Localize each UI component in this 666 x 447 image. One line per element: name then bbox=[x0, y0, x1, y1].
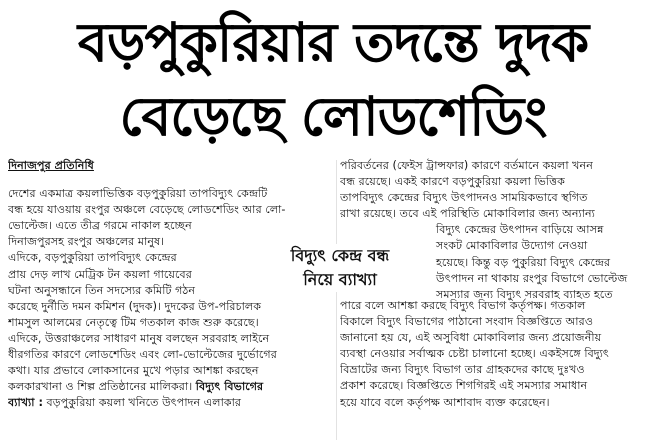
subhead-label: ব্যাখ্যা : bbox=[8, 396, 43, 410]
body-line: বন্ধ রয়েছে। একই কারণে বড়পুকুরিয়া কয়লা ভিত্তিক bbox=[340, 175, 565, 189]
headline-line-1: বড়পুকুরিয়ার তদন্তে দুদক bbox=[77, 11, 589, 74]
body-line bbox=[8, 395, 332, 411]
body-line-text: কলকারখানা ও শিল্প প্রতিষ্ঠানের মালিকরা। bbox=[8, 380, 193, 394]
body-line: ঘটনা অনুসন্ধানে তিন সদস্যের কমিটি গঠন bbox=[8, 283, 196, 297]
body-line: জানানো হয় যে, এই অসুবিধা মোকাবিলার জন্য প্রয়োজনীয় bbox=[340, 331, 602, 345]
body-line: হয়ে যাবে বলে কর্তৃপক্ষ আশাবাদ ব্যক্ত করেছেন। bbox=[340, 395, 550, 409]
article-column-right-continued bbox=[340, 298, 662, 411]
body-line: উৎপাদন না থাকায় রংপুর বিভাগে ভোল্টেজ bbox=[436, 271, 628, 285]
body-line: বিদ্যুৎ কেন্দ্রের উৎপাদন বাড়িয়ে আসন্ন bbox=[436, 223, 604, 237]
body-line: দেশের একমাত্র কয়লাভিত্তিক বড়পুকুরিয়া তাপবিদ্যুৎ কেন্দ্রটি bbox=[8, 187, 268, 201]
pull-quote bbox=[262, 244, 418, 292]
body-line: শামসুল আলমের নেতৃত্বে টিম গতকাল কাজ শুরু করেছে। bbox=[8, 315, 259, 329]
body-line: প্রায় দেড় লাখ মেট্রিক টন কয়লা গায়েবের bbox=[8, 267, 192, 281]
body-line: ব্যবস্থা নেওয়ার সর্বাত্মক চেষ্টা চালানো হচ্ছে। একইসঙ্গে বিদ্যুৎ bbox=[340, 347, 609, 361]
body-line: দিনাজপুরসহ রংপুর অঞ্চলের মানুষ। bbox=[8, 235, 165, 249]
body-line: করেছে দুর্নীতি দমন কমিশন (দুদক)। দুদকের উপ-পরিচালক bbox=[8, 299, 262, 313]
headline-line-2: বেড়েছে লোডশেডিং bbox=[119, 85, 547, 148]
body-line: ধীরগতির কারণে লোডশেডিং এবং লো-ভোল্টেজের দুর্ভোগের bbox=[8, 348, 277, 362]
body-line: এদিকে, উত্তরাঞ্চলের সাধারণ মানুষ বলছেন সরবরাহ লাইনে bbox=[8, 331, 270, 345]
body-line: সমস্যার জন্য বিদ্যুৎ সরবরাহ ব্যাহত হতে bbox=[436, 287, 613, 301]
body-line: সংকট মোকাবিলার উদ্যোগ নেওয়া bbox=[436, 239, 588, 253]
body-line: বিভ্রাটের জন্য বিদ্যুৎ বিভাগ তার গ্রাহকদের কাছে দুঃখও bbox=[340, 363, 585, 377]
pull-quote-line-2: নিয়ে ব্যাখ্যা bbox=[303, 270, 377, 289]
byline: দিনাজপুর প্রতিনিধি bbox=[8, 159, 94, 172]
body-line: ভোল্টেজ। এতে তীব্র গরমে নাকাল হচ্ছেন bbox=[8, 219, 192, 233]
body-line: হয়েছে। কিন্তু বড় পুকুরিয়া বিদ্যুৎ কেন্দ্রের bbox=[436, 255, 611, 269]
body-line: পরিবর্তনের (ফেইস ট্রান্সফার) কারণে বর্তমানে কয়লা খনন bbox=[340, 159, 593, 172]
column-divider bbox=[336, 160, 337, 440]
body-line: পারে বলে আশঙ্কা করছে বিদ্যুৎ বিভাগ কর্তৃপক্ষ। গতকাল bbox=[340, 299, 586, 312]
body-line: তাপবিদ্যুৎ কেন্দ্রের বিদ্যুৎ উৎপাদনও সাময়িকভাবে স্থগিত bbox=[340, 191, 588, 205]
body-line: প্রকাশ করেছে। বিজ্ঞপ্তিতে শিগগিরই এই সমস্যার সমাধান bbox=[340, 379, 588, 393]
body-line: কথা। যার প্রভাবে লোকসানের মুখে পড়ার আশঙ্কা করছেন bbox=[8, 364, 259, 378]
body-line bbox=[8, 379, 332, 395]
body-line: রাখা রয়েছে। তবে এই পরিস্থিতি মোকাবিলার জন্য অন্যান্য bbox=[340, 207, 595, 221]
pull-quote-line-1: বিদ্যুৎ কেন্দ্র বন্ধ bbox=[290, 246, 390, 265]
body-line: বন্ধ হয়ে যাওয়ায় রংপুর অঞ্চলে বেড়েছে লোডশেডিং আর লো- bbox=[8, 203, 286, 217]
body-line: বিকালে বিদ্যুৎ বিভাগের পাঠানো সংবাদ বিজ্ঞপ্তিতে আরও bbox=[340, 315, 594, 329]
subhead-inline: বিদ্যুৎ বিভাগের bbox=[195, 380, 264, 394]
body-line: এদিকে, বড়পুকুরিয়া তাপবিদ্যুৎ কেন্দ্রের bbox=[8, 251, 177, 265]
body-line-text: বড়পুকুরিয়া কয়লা খনিতে উৎপাদন এলাকার bbox=[42, 396, 242, 410]
